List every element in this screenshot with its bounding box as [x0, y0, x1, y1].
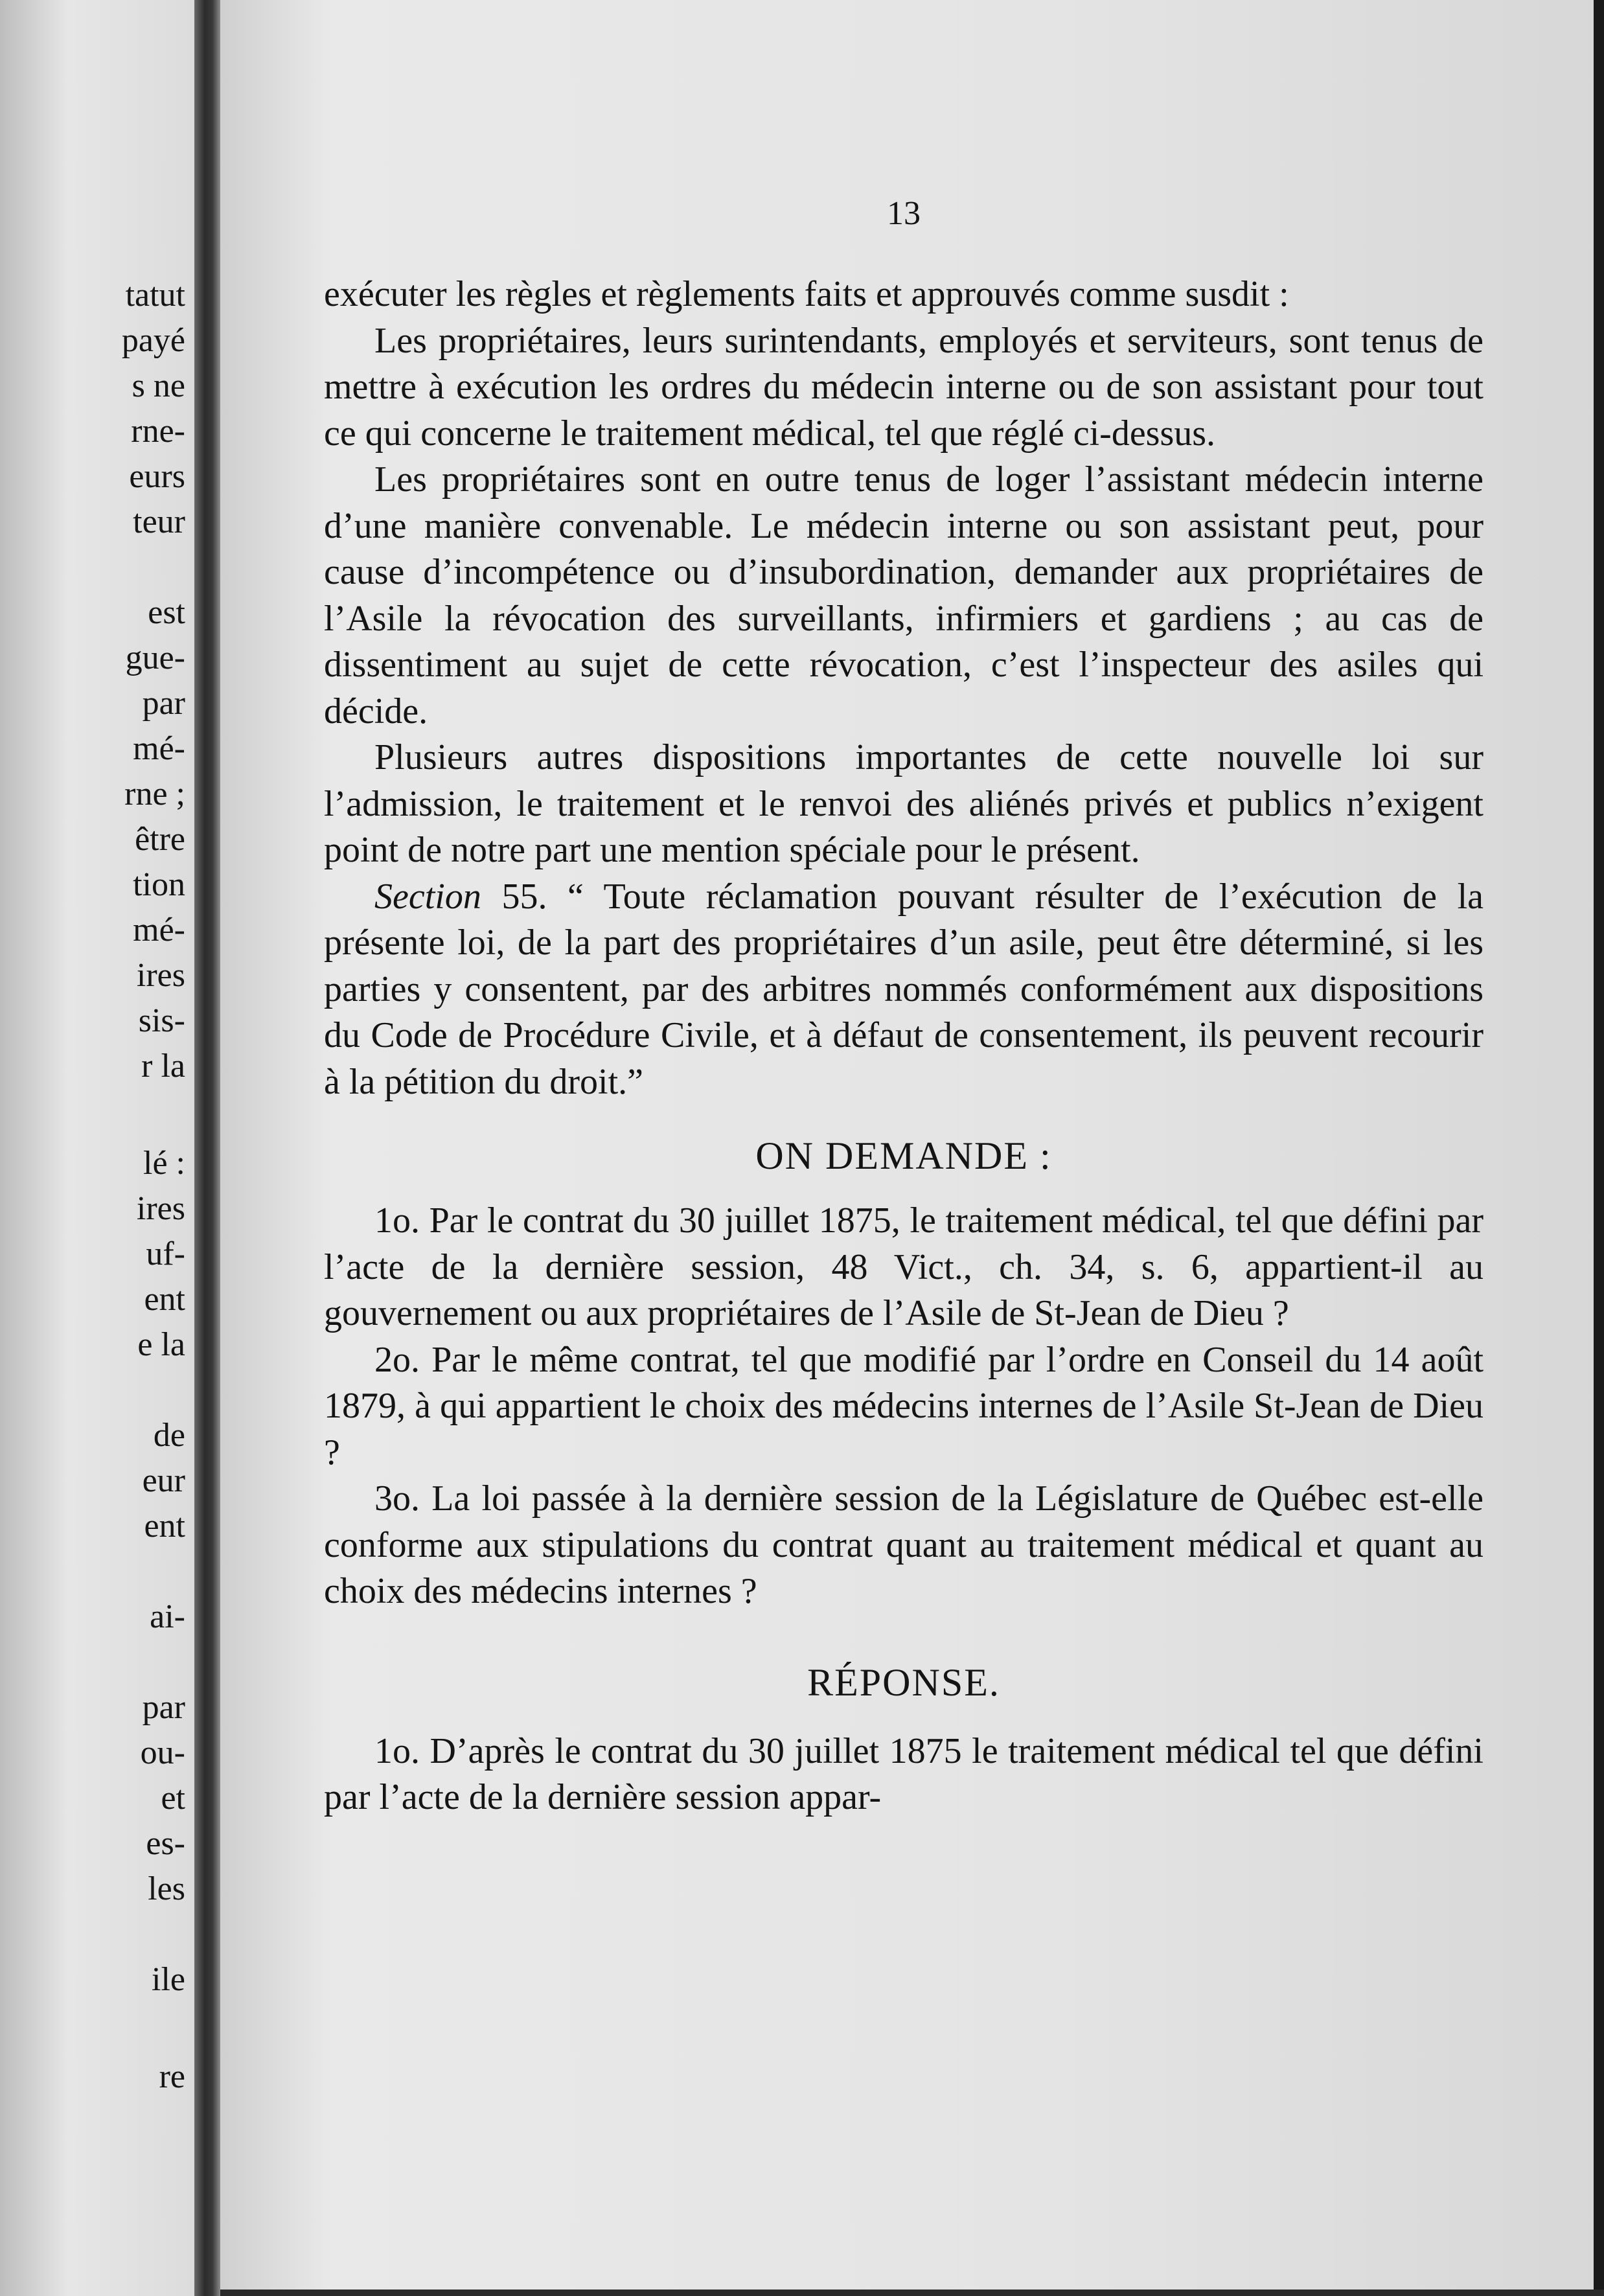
left-fragment: sis- [138, 1002, 185, 1039]
paragraph: Les propriétaires sont en outre tenus de loger l’assistant médecin interne d’une manière convenable. Le médecin interne ou son assistant peut, pour cause d’incompétence ou d’insubordination, demander aux propriétaires de l’Asile la révocation des surveillants, infirmiers et gardiens ; au cas de dissentiment au sujet de cette révocation, c’est l’inspecteur des asiles qui décide. [324, 459, 1484, 731]
left-fragment: rne- [131, 413, 185, 450]
left-fragment: eur [142, 1462, 185, 1499]
left-fragment: mé- [133, 730, 185, 767]
left-fragment: r la [141, 1048, 185, 1085]
left-fragment: eurs [129, 458, 185, 495]
question-item: 1o. Par le contrat du 30 juillet 1875, le traitement médical, tel que défini par l’acte de la dernière session, 48 Vict., ch. 34, s. 6, appartient-il au gouvernement ou aux propriétaires de l’Asile de St-Jean de Dieu ? [324, 1200, 1484, 1333]
left-fragment: tion [133, 866, 185, 903]
left-fragment: être [135, 821, 185, 858]
left-fragment: re [159, 2058, 185, 2095]
left-fragment: mé- [133, 912, 185, 948]
left-fragment: est [148, 594, 185, 631]
left-fragment: es- [146, 1825, 185, 1862]
question-item: 3o. La loi passée à la dernière session de la Législature de Québec est-elle conforme aux stipulations du contrat quant au traitement médical et quant au choix des médecins internes ? [324, 1478, 1484, 1611]
left-fragment: lé : [143, 1145, 185, 1182]
left-fragment: payé [121, 322, 185, 359]
left-fragment: par [142, 1689, 185, 1726]
section-label: Section [374, 876, 481, 917]
answer-item: 1o. D’après le contrat du 30 juillet 1875 le traitement médical tel que défini par l’acte de la dernière session appar- [324, 1730, 1484, 1817]
left-fragment: les [148, 1870, 185, 1907]
paragraph: exécuter les règles et règlements faits et approuvés comme susdit : [324, 274, 1289, 314]
left-fragment: ent [144, 1508, 185, 1544]
left-fragment: uf- [146, 1235, 185, 1272]
section-text: 55. “ Toute réclamation pouvant résulter de l’exécution de la présente loi, de la part des propriétaires d’un asile, peut être déterminé, si les parties y consentent, par des arbitres nommés conformément aux dispositions du Code de Procédure Civile, et à défaut de consentement, ils peuvent recourir à la pétition du droit.” [324, 876, 1484, 1102]
left-fragment: ires [136, 957, 185, 994]
left-fragment: et [161, 1780, 185, 1817]
left-fragment: de [153, 1417, 185, 1454]
left-fragment: ent [144, 1281, 185, 1318]
left-fragment: gue- [125, 639, 185, 676]
left-fragment: tatut [125, 277, 185, 314]
section-paragraph [324, 874, 1484, 1106]
paragraph: Plusieurs autres dispositions importantes de cette nouvelle loi sur l’admission, le traitement et le renvoi des aliénés privés et publics n’exigent point de notre part une mention spéciale pour le présent. [324, 737, 1484, 870]
demande-heading: ON DEMANDE : [755, 1134, 1052, 1177]
paragraph: Les propriétaires, leurs surintendants, employés et serviteurs, sont tenus de mettre à exécution les ordres du médecin interne ou de son assistant pour tout ce qui concerne le traitement médical, tel que réglé ci-dessus. [324, 320, 1484, 453]
page-edge-shadow [1594, 0, 1604, 2296]
left-fragment: s ne [132, 367, 185, 404]
left-fragment: ile [152, 1961, 185, 1998]
left-facing-page [0, 0, 194, 2296]
book-gutter [194, 0, 220, 2296]
left-fragment: e la [137, 1326, 185, 1363]
page-bottom-shadow [220, 2290, 1604, 2296]
reponse-heading: RÉPONSE. [807, 1660, 1000, 1704]
page-number: 13 [887, 195, 921, 232]
left-fragment: rne ; [124, 775, 185, 812]
left-fragment: ires [136, 1190, 185, 1227]
left-fragment: ai- [150, 1598, 185, 1635]
page-text-block [324, 168, 1484, 1821]
left-fragment: teur [133, 503, 185, 540]
left-fragment: par [142, 685, 185, 722]
left-fragment: ou- [140, 1734, 185, 1771]
question-item: 2o. Par le même contrat, tel que modifié par l’ordre en Conseil du 14 août 1879, à qui appartient le choix des médecins internes de l’Asile St-Jean de Dieu ? [324, 1339, 1484, 1473]
